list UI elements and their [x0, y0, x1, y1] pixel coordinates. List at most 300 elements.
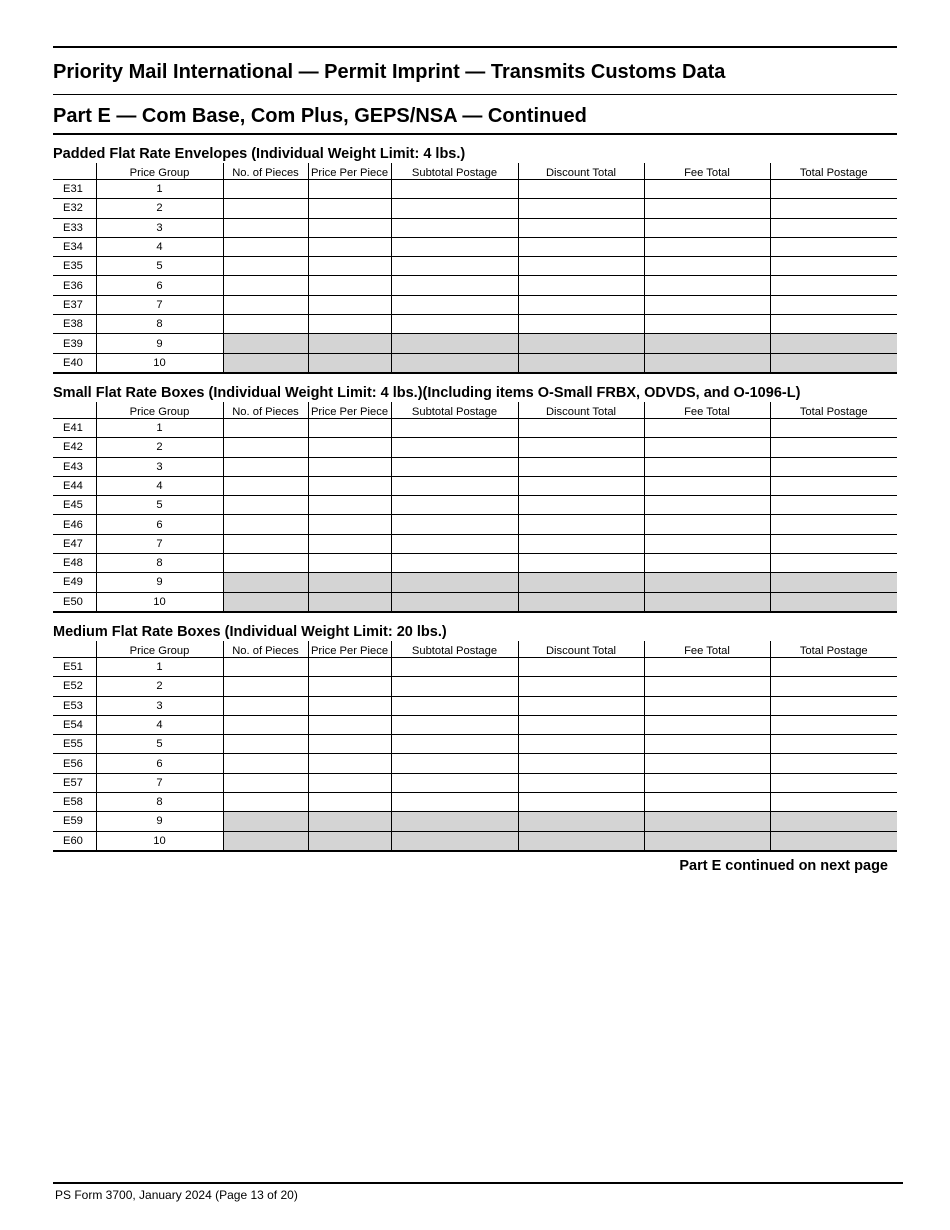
line-number: E42 [53, 438, 96, 457]
fee-total-input-cell[interactable] [644, 773, 770, 792]
table-row [53, 180, 897, 199]
subtotal-postage-input-cell[interactable] [391, 696, 518, 715]
total-postage-input-cell[interactable] [770, 515, 897, 534]
price-group-cell: 5 [96, 735, 223, 754]
discount-total-input-cell[interactable] [518, 457, 644, 476]
fee-total-input-cell [644, 353, 770, 373]
line-number: E34 [53, 237, 96, 256]
total-postage-input-cell[interactable] [770, 237, 897, 256]
price-per-piece-input-cell[interactable] [308, 180, 391, 199]
table-row [53, 334, 897, 353]
total-postage-input-cell[interactable] [770, 496, 897, 515]
price-group-cell: 7 [96, 295, 223, 314]
line-number: E51 [53, 657, 96, 676]
subtotal-postage-input-cell[interactable] [391, 315, 518, 334]
table-row [53, 592, 897, 612]
fee-total-input-cell[interactable] [644, 754, 770, 773]
pieces-input-cell[interactable] [223, 657, 308, 676]
fee-total-input-cell[interactable] [644, 735, 770, 754]
total-postage-input-cell [770, 334, 897, 353]
price-group-cell: 9 [96, 334, 223, 353]
price-per-piece-input-cell [308, 334, 391, 353]
subtotal-postage-input-cell[interactable] [391, 657, 518, 676]
price-group-cell: 9 [96, 573, 223, 592]
subtotal-postage-input-cell[interactable] [391, 496, 518, 515]
line-number: E46 [53, 515, 96, 534]
subtotal-postage-input-cell[interactable] [391, 534, 518, 553]
line-number: E43 [53, 457, 96, 476]
price-per-piece-input-cell[interactable] [308, 554, 391, 573]
total-postage-input-cell[interactable] [770, 315, 897, 334]
discount-total-input-cell[interactable] [518, 554, 644, 573]
line-column-header [53, 641, 96, 658]
pieces-input-cell[interactable] [223, 696, 308, 715]
pieces-input-cell[interactable] [223, 199, 308, 218]
price-group-cell: 5 [96, 496, 223, 515]
subtotal-postage-input-cell[interactable] [391, 715, 518, 734]
table-row [53, 496, 897, 515]
pieces-input-cell [223, 573, 308, 592]
subtotal-postage-input-cell [391, 812, 518, 831]
price-group-cell: 6 [96, 515, 223, 534]
table-row [53, 773, 897, 792]
total-postage-input-cell[interactable] [770, 696, 897, 715]
price-group-cell: 10 [96, 353, 223, 373]
price-per-piece-input-cell[interactable] [308, 773, 391, 792]
pieces-input-cell[interactable] [223, 438, 308, 457]
line-number: E55 [53, 735, 96, 754]
subtotal-postage-column-header: Subtotal Postage [391, 641, 518, 658]
discount-total-input-cell[interactable] [518, 257, 644, 276]
continued-note: Part E continued on next page [679, 857, 888, 874]
total-postage-input-cell[interactable] [770, 457, 897, 476]
subtotal-postage-input-cell[interactable] [391, 773, 518, 792]
price-per-piece-input-cell [308, 592, 391, 612]
pieces-input-cell[interactable] [223, 754, 308, 773]
pieces-input-cell[interactable] [223, 735, 308, 754]
price-per-piece-input-cell [308, 831, 391, 851]
price-group-cell: 5 [96, 257, 223, 276]
section-3 [53, 613, 897, 852]
price-group-cell: 2 [96, 199, 223, 218]
pieces-input-cell[interactable] [223, 180, 308, 199]
table-row [53, 573, 897, 592]
pieces-input-cell[interactable] [223, 457, 308, 476]
price-group-cell: 9 [96, 812, 223, 831]
discount-total-input-cell[interactable] [518, 735, 644, 754]
discount-total-input-cell[interactable] [518, 295, 644, 314]
line-number: E54 [53, 715, 96, 734]
line-number: E41 [53, 418, 96, 437]
pieces-input-cell [223, 334, 308, 353]
total-postage-input-cell[interactable] [770, 554, 897, 573]
section-heading: Padded Flat Rate Envelopes (Individual Weight Limit: 4 lbs.) [53, 146, 466, 162]
table-row [53, 677, 897, 696]
price-per-piece-input-cell[interactable] [308, 276, 391, 295]
table-row [53, 257, 897, 276]
price-group-cell: 3 [96, 457, 223, 476]
price-per-piece-column-header: Price Per Piece [308, 641, 391, 658]
page-title: Priority Mail International — Permit Imprint — Transmits Customs Data [53, 61, 726, 83]
line-number: E40 [53, 353, 96, 373]
subtotal-postage-input-cell[interactable] [391, 554, 518, 573]
pieces-input-cell[interactable] [223, 476, 308, 495]
price-group-cell: 6 [96, 276, 223, 295]
header-row [53, 402, 897, 419]
form-label: PS Form 3700, January 2024 (Page 13 of 20) [55, 1188, 298, 1202]
price-per-piece-input-cell [308, 573, 391, 592]
price-group-cell: 7 [96, 534, 223, 553]
pieces-input-cell[interactable] [223, 773, 308, 792]
total-postage-input-cell [770, 353, 897, 373]
line-number: E58 [53, 793, 96, 812]
total-postage-input-cell[interactable] [770, 418, 897, 437]
fee-total-column-header: Fee Total [644, 163, 770, 180]
line-number: E33 [53, 218, 96, 237]
price-group-cell: 8 [96, 554, 223, 573]
line-column-header [53, 402, 96, 419]
discount-total-input-cell[interactable] [518, 773, 644, 792]
fee-total-input-cell[interactable] [644, 237, 770, 256]
price-group-cell: 4 [96, 715, 223, 734]
table-row [53, 534, 897, 553]
table-row [53, 276, 897, 295]
price-group-cell: 4 [96, 237, 223, 256]
pieces-input-cell[interactable] [223, 315, 308, 334]
price-per-piece-column-header: Price Per Piece [308, 402, 391, 419]
table-row [53, 438, 897, 457]
table-row [53, 315, 897, 334]
table-row [53, 793, 897, 812]
total-postage-input-cell[interactable] [770, 295, 897, 314]
discount-total-input-cell[interactable] [518, 418, 644, 437]
price-group-cell: 3 [96, 696, 223, 715]
price-per-piece-input-cell[interactable] [308, 418, 391, 437]
total-postage-input-cell [770, 831, 897, 851]
line-number: E38 [53, 315, 96, 334]
total-postage-input-cell[interactable] [770, 257, 897, 276]
discount-total-input-cell[interactable] [518, 534, 644, 553]
pieces-input-cell[interactable] [223, 218, 308, 237]
subtotal-postage-input-cell[interactable] [391, 793, 518, 812]
subtotal-postage-input-cell[interactable] [391, 754, 518, 773]
subtotal-postage-input-cell[interactable] [391, 218, 518, 237]
discount-total-input-cell[interactable] [518, 218, 644, 237]
part-title: Part E — Com Base, Com Plus, GEPS/NSA — Continued [53, 105, 587, 127]
discount-total-column-header: Discount Total [518, 402, 644, 419]
price-group-column-header: Price Group [96, 641, 223, 658]
header-row [53, 641, 897, 658]
footer [53, 1182, 903, 1206]
price-per-piece-input-cell[interactable] [308, 218, 391, 237]
price-per-piece-input-cell[interactable] [308, 315, 391, 334]
section-heading: Small Flat Rate Boxes (Individual Weight Limit: 4 lbs.)(Including items O-Small FRBX, ODVDS, and O-1096-L) [53, 384, 801, 401]
price-group-cell: 2 [96, 677, 223, 696]
fee-total-input-cell[interactable] [644, 295, 770, 314]
fee-total-input-cell[interactable] [644, 438, 770, 457]
discount-total-input-cell[interactable] [518, 315, 644, 334]
subtotal-postage-input-cell[interactable] [391, 476, 518, 495]
price-per-piece-input-cell[interactable] [308, 476, 391, 495]
table-row [53, 696, 897, 715]
line-number: E37 [53, 295, 96, 314]
table-row [53, 457, 897, 476]
total-postage-column-header: Total Postage [770, 402, 897, 419]
section-2 [53, 374, 897, 613]
fee-total-input-cell[interactable] [644, 793, 770, 812]
pieces-input-cell[interactable] [223, 418, 308, 437]
price-group-cell: 1 [96, 657, 223, 676]
price-group-column-header: Price Group [96, 402, 223, 419]
total-postage-input-cell[interactable] [770, 438, 897, 457]
total-postage-input-cell[interactable] [770, 657, 897, 676]
fee-total-input-cell [644, 573, 770, 592]
pieces-column-header: No. of Pieces [223, 163, 308, 180]
line-number: E53 [53, 696, 96, 715]
pieces-input-cell[interactable] [223, 257, 308, 276]
discount-total-input-cell[interactable] [518, 657, 644, 676]
price-per-piece-input-cell[interactable] [308, 793, 391, 812]
fee-total-input-cell[interactable] [644, 515, 770, 534]
total-postage-input-cell[interactable] [770, 735, 897, 754]
line-number: E56 [53, 754, 96, 773]
price-per-piece-input-cell [308, 353, 391, 373]
discount-total-input-cell[interactable] [518, 677, 644, 696]
fee-total-input-cell [644, 831, 770, 851]
total-postage-input-cell [770, 592, 897, 612]
pieces-input-cell[interactable] [223, 237, 308, 256]
discount-total-input-cell[interactable] [518, 180, 644, 199]
price-per-piece-input-cell[interactable] [308, 735, 391, 754]
subtotal-postage-input-cell[interactable] [391, 237, 518, 256]
discount-total-input-cell[interactable] [518, 199, 644, 218]
price-group-cell: 1 [96, 180, 223, 199]
discount-total-input-cell[interactable] [518, 715, 644, 734]
discount-total-input-cell [518, 573, 644, 592]
fee-total-input-cell[interactable] [644, 496, 770, 515]
fee-total-input-cell[interactable] [644, 476, 770, 495]
table-row [53, 812, 897, 831]
discount-total-input-cell [518, 353, 644, 373]
line-number: E49 [53, 573, 96, 592]
subtotal-postage-input-cell[interactable] [391, 180, 518, 199]
price-per-piece-input-cell [308, 812, 391, 831]
fee-total-input-cell[interactable] [644, 418, 770, 437]
fee-total-input-cell[interactable] [644, 534, 770, 553]
subtotal-postage-input-cell [391, 592, 518, 612]
fee-total-input-cell[interactable] [644, 715, 770, 734]
fee-total-input-cell[interactable] [644, 554, 770, 573]
table-row [53, 199, 897, 218]
pieces-input-cell[interactable] [223, 534, 308, 553]
table-row [53, 515, 897, 534]
table-row [53, 657, 897, 676]
section-1 [53, 135, 897, 374]
price-per-piece-input-cell[interactable] [308, 237, 391, 256]
pieces-input-cell[interactable] [223, 276, 308, 295]
table-row [53, 754, 897, 773]
form-page [53, 46, 897, 878]
subtotal-postage-input-cell[interactable] [391, 276, 518, 295]
fee-total-input-cell [644, 592, 770, 612]
discount-total-input-cell[interactable] [518, 476, 644, 495]
total-postage-input-cell[interactable] [770, 276, 897, 295]
total-postage-input-cell [770, 573, 897, 592]
line-number: E39 [53, 334, 96, 353]
pieces-input-cell [223, 353, 308, 373]
price-per-piece-input-cell[interactable] [308, 677, 391, 696]
pieces-input-cell[interactable] [223, 715, 308, 734]
fee-total-input-cell[interactable] [644, 677, 770, 696]
subtotal-postage-input-cell[interactable] [391, 295, 518, 314]
price-per-piece-input-cell[interactable] [308, 457, 391, 476]
price-group-cell: 2 [96, 438, 223, 457]
price-group-cell: 8 [96, 315, 223, 334]
discount-total-column-header: Discount Total [518, 163, 644, 180]
table-row [53, 715, 897, 734]
fee-total-input-cell[interactable] [644, 657, 770, 676]
line-number: E35 [53, 257, 96, 276]
discount-total-input-cell[interactable] [518, 276, 644, 295]
line-number: E31 [53, 180, 96, 199]
price-group-cell: 6 [96, 754, 223, 773]
total-postage-input-cell [770, 812, 897, 831]
price-group-cell: 8 [96, 793, 223, 812]
section-table [53, 163, 897, 374]
price-per-piece-input-cell[interactable] [308, 199, 391, 218]
price-per-piece-input-cell[interactable] [308, 515, 391, 534]
subtotal-postage-input-cell[interactable] [391, 257, 518, 276]
table-row [53, 295, 897, 314]
subtotal-postage-input-cell[interactable] [391, 457, 518, 476]
line-number: E48 [53, 554, 96, 573]
price-per-piece-input-cell[interactable] [308, 438, 391, 457]
table-row [53, 476, 897, 495]
total-postage-column-header: Total Postage [770, 641, 897, 658]
line-number: E47 [53, 534, 96, 553]
subtotal-postage-input-cell[interactable] [391, 438, 518, 457]
table-row [53, 353, 897, 373]
table-row [53, 418, 897, 437]
sections-container [53, 135, 897, 852]
subtotal-postage-input-cell [391, 334, 518, 353]
table-row [53, 218, 897, 237]
price-per-piece-input-cell[interactable] [308, 496, 391, 515]
table-row [53, 735, 897, 754]
fee-total-input-cell[interactable] [644, 218, 770, 237]
pieces-input-cell[interactable] [223, 515, 308, 534]
subtotal-postage-input-cell[interactable] [391, 677, 518, 696]
discount-total-column-header: Discount Total [518, 641, 644, 658]
discount-total-input-cell[interactable] [518, 496, 644, 515]
subtotal-postage-column-header: Subtotal Postage [391, 402, 518, 419]
pieces-input-cell [223, 592, 308, 612]
subtotal-postage-column-header: Subtotal Postage [391, 163, 518, 180]
discount-total-input-cell[interactable] [518, 515, 644, 534]
fee-total-column-header: Fee Total [644, 402, 770, 419]
fee-total-input-cell[interactable] [644, 199, 770, 218]
pieces-input-cell[interactable] [223, 496, 308, 515]
pieces-input-cell[interactable] [223, 793, 308, 812]
discount-total-input-cell [518, 592, 644, 612]
subtotal-postage-input-cell[interactable] [391, 735, 518, 754]
line-number: E44 [53, 476, 96, 495]
total-postage-input-cell[interactable] [770, 773, 897, 792]
fee-total-column-header: Fee Total [644, 641, 770, 658]
subtotal-postage-input-cell[interactable] [391, 418, 518, 437]
fee-total-input-cell[interactable] [644, 257, 770, 276]
fee-total-input-cell[interactable] [644, 180, 770, 199]
discount-total-input-cell[interactable] [518, 237, 644, 256]
pieces-column-header: No. of Pieces [223, 402, 308, 419]
line-number: E36 [53, 276, 96, 295]
price-group-cell: 4 [96, 476, 223, 495]
fee-total-input-cell [644, 334, 770, 353]
section-table [53, 402, 897, 613]
discount-total-input-cell[interactable] [518, 754, 644, 773]
price-group-column-header: Price Group [96, 163, 223, 180]
discount-total-input-cell[interactable] [518, 696, 644, 715]
subtotal-postage-input-cell[interactable] [391, 515, 518, 534]
price-per-piece-input-cell[interactable] [308, 696, 391, 715]
price-per-piece-column-header: Price Per Piece [308, 163, 391, 180]
pieces-input-cell[interactable] [223, 554, 308, 573]
discount-total-input-cell[interactable] [518, 793, 644, 812]
total-postage-input-cell[interactable] [770, 534, 897, 553]
price-per-piece-input-cell[interactable] [308, 295, 391, 314]
line-number: E45 [53, 496, 96, 515]
discount-total-input-cell [518, 334, 644, 353]
price-group-cell: 10 [96, 831, 223, 851]
total-postage-input-cell[interactable] [770, 199, 897, 218]
total-postage-input-cell[interactable] [770, 218, 897, 237]
table-row [53, 831, 897, 851]
price-group-cell: 7 [96, 773, 223, 792]
price-per-piece-input-cell[interactable] [308, 754, 391, 773]
fee-total-input-cell[interactable] [644, 315, 770, 334]
total-postage-input-cell[interactable] [770, 180, 897, 199]
price-per-piece-input-cell[interactable] [308, 257, 391, 276]
subtotal-postage-input-cell [391, 353, 518, 373]
pieces-column-header: No. of Pieces [223, 641, 308, 658]
pieces-input-cell[interactable] [223, 677, 308, 696]
total-postage-input-cell[interactable] [770, 793, 897, 812]
price-per-piece-input-cell[interactable] [308, 657, 391, 676]
fee-total-input-cell[interactable] [644, 696, 770, 715]
total-postage-column-header: Total Postage [770, 163, 897, 180]
header-row [53, 163, 897, 180]
line-number: E52 [53, 677, 96, 696]
total-postage-input-cell[interactable] [770, 715, 897, 734]
subtotal-postage-input-cell[interactable] [391, 199, 518, 218]
section-heading: Medium Flat Rate Boxes (Individual Weight Limit: 20 lbs.) [53, 623, 447, 640]
table-row [53, 554, 897, 573]
pieces-input-cell[interactable] [223, 295, 308, 314]
total-postage-input-cell[interactable] [770, 677, 897, 696]
price-per-piece-input-cell[interactable] [308, 534, 391, 553]
total-postage-input-cell[interactable] [770, 476, 897, 495]
price-group-cell: 3 [96, 218, 223, 237]
total-postage-input-cell[interactable] [770, 754, 897, 773]
discount-total-input-cell[interactable] [518, 438, 644, 457]
fee-total-input-cell[interactable] [644, 276, 770, 295]
table-row [53, 237, 897, 256]
price-per-piece-input-cell[interactable] [308, 715, 391, 734]
line-number: E32 [53, 199, 96, 218]
discount-total-input-cell [518, 812, 644, 831]
fee-total-input-cell[interactable] [644, 457, 770, 476]
line-number: E50 [53, 592, 96, 612]
